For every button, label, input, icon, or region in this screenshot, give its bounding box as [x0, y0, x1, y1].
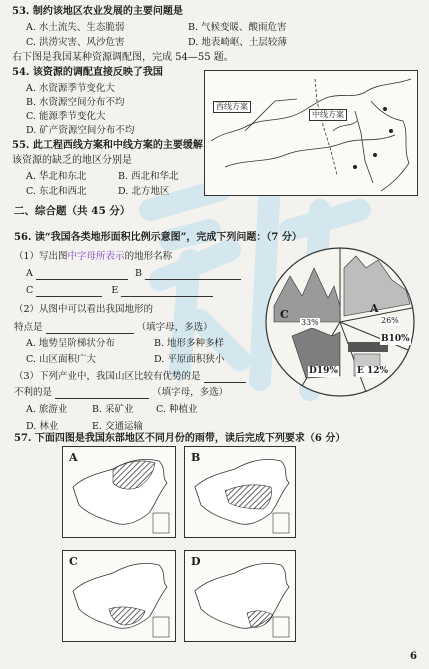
- q53-title: 53. 制约该地区农业发展的主要问题是: [12, 6, 183, 17]
- section-2-title: 二、综合题（共 45 分）: [14, 205, 131, 217]
- pie-label-d: D19%: [309, 366, 338, 376]
- q56-s3-option-d: D. 林业: [26, 421, 59, 432]
- q56-sub2-line2: [14, 322, 213, 334]
- q56-title: 56. 读“我国各类地形面积比例示意图”，完成下列问题：（7 分）: [14, 232, 302, 243]
- map-d-label: D: [191, 555, 201, 568]
- map-d-drawing: [185, 551, 296, 642]
- map-c-label: C: [69, 555, 78, 568]
- q53-option-a: A. 水土流失、生态脆弱: [26, 22, 125, 33]
- q55-option-b: B. 西北和华北: [118, 171, 179, 182]
- map-a-label: A: [69, 451, 78, 464]
- q56-sub3-line2: [14, 387, 228, 399]
- q56-blank-c-label: C: [26, 285, 34, 296]
- q56-s2-option-d: D. 平原面积狭小: [154, 354, 225, 365]
- intro-54-55: 右下图是我国某种资源调配图，完成 54—55 题。: [12, 52, 234, 63]
- q56-sub3: [14, 371, 246, 383]
- q56-blank-row2: [26, 285, 213, 297]
- q55-option-a: A. 华北和东北: [26, 171, 87, 182]
- pie-label-c: C: [280, 308, 289, 321]
- q57-title: 57. 下面四图是我国东部地区不同月份的雨带，读后完成下列要求（6 分）: [14, 433, 346, 444]
- q55-option-c: C. 东北和西北: [26, 186, 87, 197]
- q56-sub3-note: （填字母，多选）: [152, 387, 229, 398]
- q56-s3-option-c: C. 种植业: [156, 404, 198, 415]
- q56-sub2: （2）从图中可以看出我国地形的: [14, 304, 154, 315]
- q54-option-a: A. 水资源季节变化大: [26, 83, 115, 94]
- q56-s2-option-a: A. 地势呈阶梯状分布: [26, 338, 115, 349]
- q56-sub1: [14, 251, 172, 263]
- q56-sub3-disadv-label: 不利的是: [14, 387, 53, 398]
- pie-label-a-pct: 26%: [381, 316, 399, 325]
- q55-title-line1: 55. 此工程西线方案和中线方案的主要缓解: [12, 140, 203, 151]
- q56-sub1-b: 的地形名称: [124, 251, 173, 262]
- map-a-drawing: [63, 447, 176, 538]
- q56-s3-option-b: B. 采矿业: [92, 404, 134, 415]
- q54-title: 54. 该资源的调配直接反映了我国: [12, 67, 163, 78]
- q56-sub1-a: （1）写出图: [14, 251, 68, 262]
- rainbelt-map-b: [184, 446, 296, 538]
- q53-option-d: D. 地表崎岖、土层较薄: [188, 37, 287, 48]
- q56-sub2-note: （填字母，多选）: [136, 322, 213, 333]
- map-c-drawing: [63, 551, 176, 642]
- map-b-label: B: [191, 451, 201, 464]
- q56-blank-c[interactable]: [36, 287, 102, 297]
- q53-option-c: C. 洪涝灾害、风沙危害: [26, 37, 125, 48]
- q56-s2-option-b: B. 地形多种多样: [154, 338, 225, 349]
- q55-option-d: D. 北方地区: [118, 186, 170, 197]
- q56-blank-b-label: B: [134, 268, 142, 279]
- q53-option-b: B. 气候变暖、酸雨危害: [188, 22, 287, 33]
- pie-label-a: A: [370, 302, 379, 315]
- q54-option-b: B. 水资源空间分布不均: [26, 97, 125, 108]
- q54-option-c: C. 能源季节变化大: [26, 111, 106, 122]
- pie-label-b: B10%: [381, 334, 410, 344]
- map-b-drawing: [185, 447, 296, 538]
- q56-blank-a[interactable]: [36, 270, 128, 280]
- q56-sub2-feature-label: 特点是: [14, 322, 43, 333]
- q56-sub2-answer[interactable]: [46, 324, 134, 334]
- q56-blank-e[interactable]: [121, 287, 213, 297]
- page-number: 6: [410, 650, 417, 662]
- q56-blank-e-label: E: [111, 285, 119, 296]
- q56-blank-a-label: A: [26, 268, 33, 279]
- q54-option-d: D. 矿产资源空间分布不均: [26, 125, 135, 136]
- q56-blank-row1: [26, 268, 241, 280]
- rainbelt-map-c: [62, 550, 176, 642]
- terrain-proportion-diagram: [262, 246, 418, 398]
- q56-sub3-text: （3）下列产业中，我国山区比较有优势的是: [14, 371, 201, 382]
- q56-s3-option-e: E. 交通运输: [92, 421, 143, 432]
- q56-s2-option-c: C. 山区面积广大: [26, 354, 96, 365]
- rainbelt-map-d: [184, 550, 296, 642]
- rainbelt-map-a: [62, 446, 176, 538]
- water-transfer-map: [204, 70, 418, 196]
- q56-sub1-highlight: 中字母所表示: [67, 251, 125, 262]
- pie-label-c-pct: 33%: [301, 318, 319, 327]
- q56-blank-b[interactable]: [145, 270, 241, 280]
- pie-label-e: E 12%: [357, 366, 389, 376]
- map-label-mid: 中线方案: [309, 109, 347, 121]
- q56-sub3-answer2[interactable]: [55, 389, 149, 399]
- q55-title-line2: 该资源的缺乏的地区分别是: [12, 155, 132, 166]
- water-transfer-map-drawing: [205, 71, 418, 196]
- map-label-west: 西线方案: [213, 101, 251, 113]
- q56-s3-option-a: A. 旅游业: [26, 404, 68, 415]
- q56-sub3-answer1[interactable]: [204, 373, 246, 383]
